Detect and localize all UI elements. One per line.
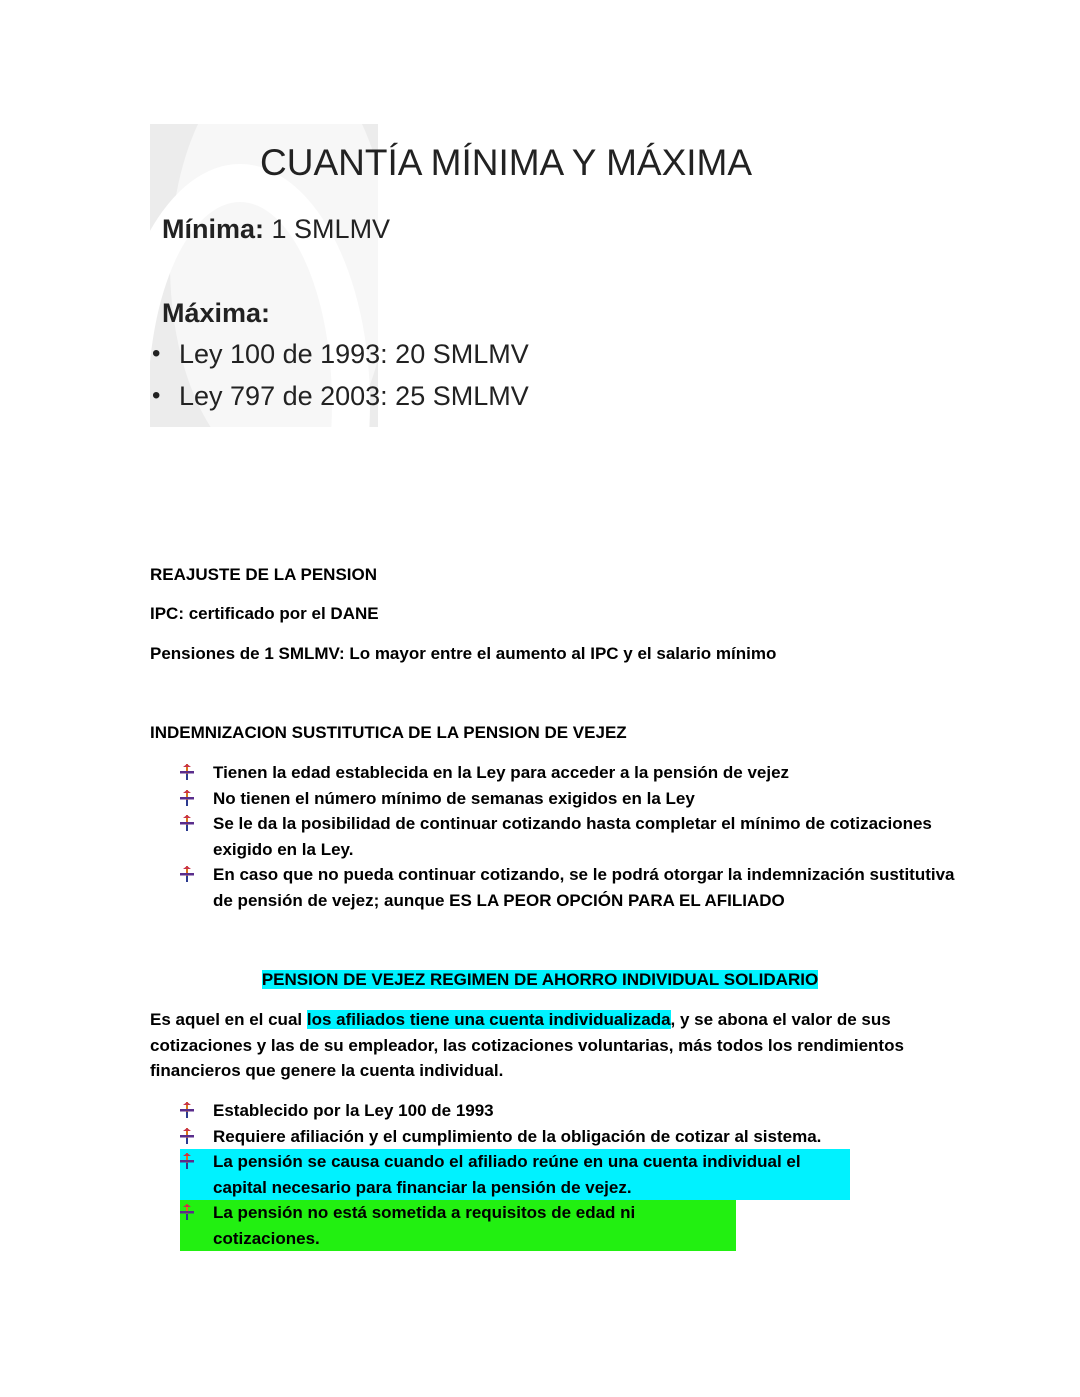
list-item bbox=[180, 1124, 960, 1150]
rais-para-end: , y se abona el valor de sus cotizaciones y las de su empleador, las cotizaciones voluntarias, más todos los rendimientos financieros que genere la cuenta individual. bbox=[150, 1010, 904, 1080]
list-item-text: La pensión se causa cuando el afiliado reúne en una cuenta individual el capital necesario para financiar la pensión de vejez. bbox=[213, 1152, 801, 1197]
arrow-cross-bullet-icon bbox=[180, 790, 194, 806]
rais-para-start: Es aquel en el cual bbox=[150, 1010, 307, 1029]
arrow-cross-bullet-icon bbox=[180, 1128, 194, 1144]
reajuste-heading: REAJUSTE DE LA PENSION bbox=[150, 565, 378, 584]
slide-image bbox=[150, 124, 850, 427]
list-item bbox=[180, 1098, 960, 1124]
slide-item: Ley 100 de 1993: 20 SMLMV bbox=[179, 339, 529, 369]
rais-para-highlight: los afiliados tiene una cuenta individualizada bbox=[306, 1010, 671, 1029]
maxima-label: Máxima: bbox=[162, 298, 271, 328]
list-item-highlighted bbox=[180, 1200, 736, 1251]
list-item-text: Establecido por la Ley 100 de 1993 bbox=[213, 1101, 494, 1120]
rais-list bbox=[180, 1098, 960, 1251]
minima-label: Mínima: bbox=[162, 214, 265, 244]
list-item-highlighted bbox=[180, 1149, 850, 1200]
arrow-cross-bullet-icon bbox=[180, 1102, 194, 1118]
slide-title: CUANTÍA MÍNIMA Y MÁXIMA bbox=[260, 142, 753, 183]
list-item bbox=[180, 786, 960, 812]
slide-bullet: • bbox=[152, 382, 161, 409]
list-item-text: Se le da la posibilidad de continuar cotizando hasta completar el mínimo de cotizaciones exigido en la Ley. bbox=[213, 814, 932, 859]
indemnizacion-list bbox=[180, 760, 960, 913]
slide-maxima bbox=[162, 298, 270, 329]
reajuste-pensiones: Pensiones de 1 SMLMV: Lo mayor entre el aumento al IPC y el salario mínimo bbox=[150, 644, 777, 663]
indemnizacion-heading: INDEMNIZACION SUSTITUTICA DE LA PENSION DE VEJEZ bbox=[150, 723, 627, 742]
slide-minima bbox=[162, 214, 390, 245]
minima-value: 1 SMLMV bbox=[271, 214, 391, 244]
arrow-cross-bullet-icon bbox=[180, 866, 194, 882]
list-item-text: No tienen el número mínimo de semanas exigidos en la Ley bbox=[213, 788, 695, 808]
list-item-text: La pensión no está sometida a requisitos de edad ni cotizaciones. bbox=[213, 1203, 636, 1248]
rais-heading bbox=[150, 967, 930, 992]
slide-bullet: • bbox=[152, 340, 161, 367]
reajuste-ipc: IPC: certificado por el DANE bbox=[150, 604, 379, 623]
list-item bbox=[180, 760, 960, 786]
list-item bbox=[180, 862, 960, 913]
list-item-text: En caso que no pueda continuar cotizando, se le podrá otorgar la indemnización sustitutiva de pensión de vejez; aunque ES LA PEOR OPCIÓN PARA EL AFILIADO bbox=[213, 865, 955, 910]
rais-heading-text: PENSION DE VEJEZ REGIMEN DE AHORRO INDIVIDUAL SOLIDARIO bbox=[261, 970, 819, 989]
rais-paragraph bbox=[150, 1007, 910, 1084]
slide-item: Ley 797 de 2003: 25 SMLMV bbox=[179, 381, 529, 411]
arrow-cross-bullet-icon bbox=[180, 815, 194, 831]
list-item bbox=[180, 811, 960, 862]
list-item-text: Requiere afiliación y el cumplimiento de la obligación de cotizar al sistema. bbox=[213, 1126, 822, 1146]
arrow-cross-bullet-icon bbox=[180, 1204, 194, 1220]
arrow-cross-bullet-icon bbox=[180, 764, 194, 780]
arrow-cross-bullet-icon bbox=[180, 1153, 194, 1169]
list-item-text: Tienen la edad establecida en la Ley para acceder a la pensión de vejez bbox=[213, 763, 790, 782]
